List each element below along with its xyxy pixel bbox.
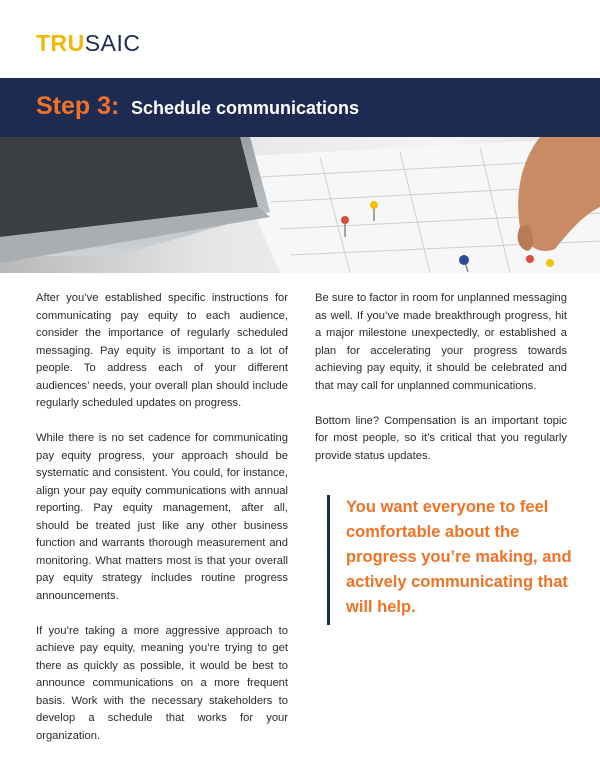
paragraph-cadence: While there is no set cadence for communicating pay equity progress, your approach should be systematic and consistent. You could, for instance, align your pay equity communications with annual reporting. Pay equity management, after all, should be treated just like any other business function and warrants thorough measurement and monitoring. What matters most is that your overall pay equity strategy includes routine progress announcements. [36, 432, 288, 602]
step-title: Schedule communications [131, 98, 360, 118]
step-number: Step 3: [36, 92, 120, 120]
pull-quote: You want everyone to feel comfortable about the progress you’re making, and actively communicating that will help. [327, 495, 572, 625]
logo-part-saic: SAIC [84, 30, 141, 56]
photo-illustration [0, 137, 600, 273]
trusaic-logo [36, 30, 140, 57]
calendar-planning-photo [0, 137, 600, 273]
paragraph-unplanned-messaging: Be sure to factor in room for unplanned messaging as well. If you’ve made breakthrough progress, hit a major milestone unexpectedly, or established a plan for accelerating your progress towards achieving pay equity, it should be celebrated and that may call for unplanned communications. [315, 292, 567, 392]
paragraph-aggressive-approach: If you’re taking a more aggressive approach to achieve pay equity, meaning you’re trying to get there as quickly as possible, it would be best to announce communications on a more frequent basis. Work with the necessary stakeholders to develop a schedule that works for your organization. [36, 624, 288, 742]
body-column-left [36, 290, 288, 763]
body-column-right [315, 290, 567, 483]
paragraph-scheduled-messaging: After you’ve established specific instructions for communicating pay equity to each audience, consider the importance of regularly scheduled messaging. Pay equity is important to a lot of people. To address each of your different audiences’ needs, your overall plan should include regularly scheduled updates on progress. [36, 292, 288, 409]
logo-part-tru: TRU [36, 30, 85, 56]
paragraph-bottom-line: Bottom line? Compensation is an important topic for most people, so it’s critical that you regularly provide status updates. [315, 414, 567, 462]
